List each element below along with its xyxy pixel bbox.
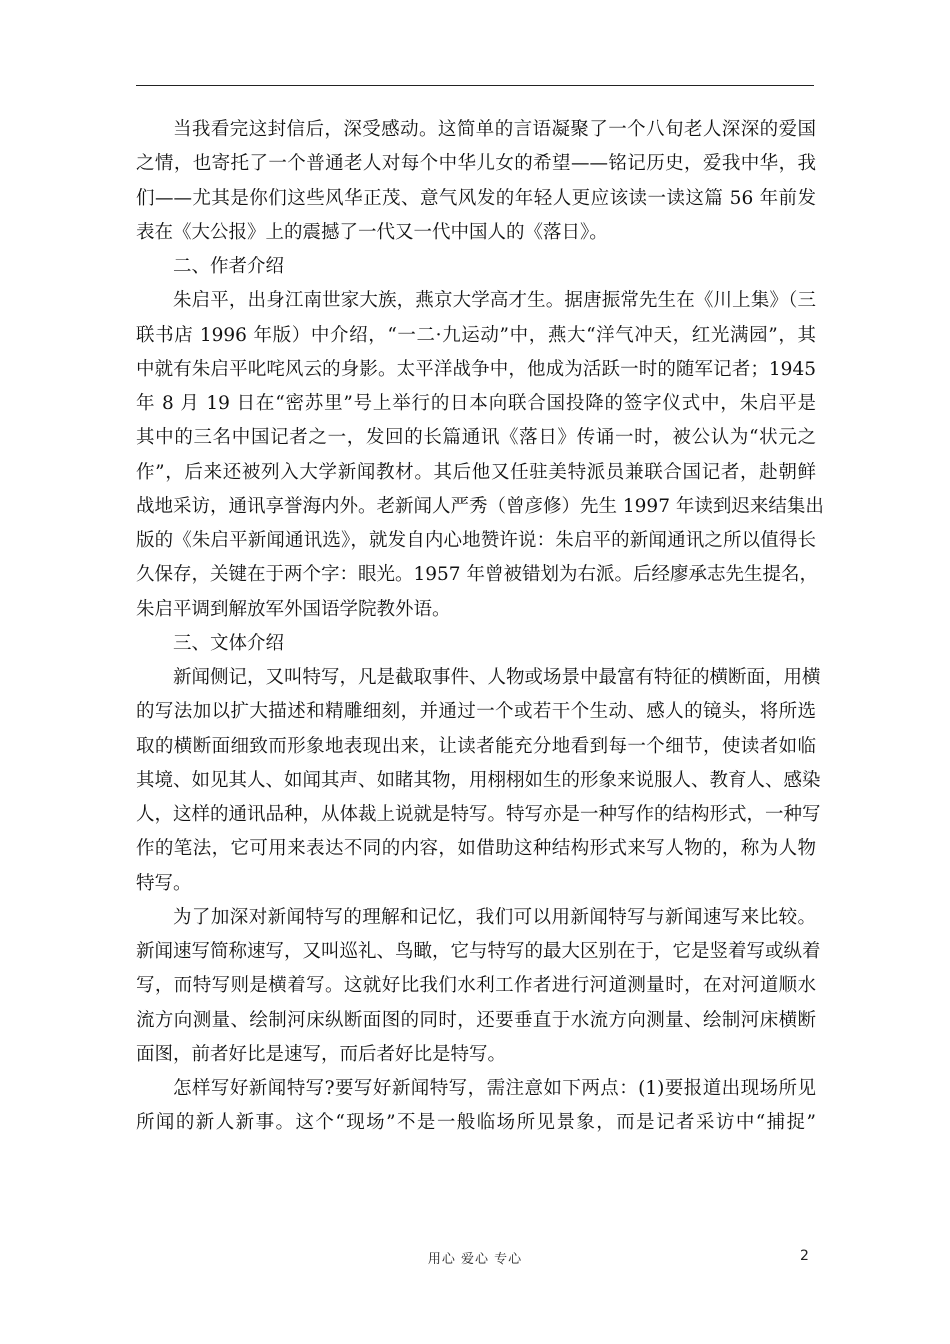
text-line: 新闻速写简称速写，又叫巡礼、鸟瞰，它与特写的最大区别在于，它是竖着写或纵着 <box>136 941 821 962</box>
text-line: 版的《朱启平新闻通讯选》，就发自内心地赞许说：朱启平的新闻通讯之所以值得长 <box>136 530 816 551</box>
text-line: 朱启平调到解放军外国语学院教外语。 <box>136 598 451 620</box>
text-line: 三、文体介绍 <box>173 632 285 654</box>
text-line: 中就有朱启平叱咤风云的身影。太平洋战争中，他成为活跃一时的随军记者；1945 <box>136 358 816 380</box>
text-line: 怎样写好新闻特写?要写好新闻特写，需注意如下两点：(1)要报道出现场所见 <box>173 1078 816 1099</box>
text-line: 年 8 月 19 日在“密苏里”号上举行的日本向联合国投降的签字仪式中，朱启平是 <box>136 393 816 414</box>
text-line: 取的横断面细致而形象地表现出来，让读者能充分地看到每一个细节，使读者如临 <box>136 735 816 757</box>
text-line: 们——尤其是你们这些风华正茂、意气风发的年轻人更应该读一读这篇 56 年前发 <box>136 187 816 209</box>
text-line: 之情，也寄托了一个普通老人对每个中华儿女的希望——铭记历史，爱我中华，我 <box>136 153 816 175</box>
text-line: 其中的三名中国记者之一，发回的长篇通讯《落日》传诵一时，被公认为“状元之 <box>136 427 816 449</box>
text-line: 面图，前者好比是速写，而后者好比是特写。 <box>136 1043 507 1065</box>
text-line: 的写法加以扩大描述和精雕细刻，并通过一个或若干个生动、感人的镜头，将所选 <box>136 701 816 723</box>
text-line: 二、作者介绍 <box>173 256 285 277</box>
text-line: 当我看完这封信后，深受感动。这简单的言语凝聚了一个八旬老人深深的爱国 <box>173 119 816 140</box>
text-line: 战地采访，通讯享誉海内外。老新闻人严秀（曾彦修）先生 1997 年读到迟来结集出 <box>136 495 824 517</box>
header-rule <box>136 85 814 86</box>
text-line: 联书店 1996 年版）中介绍，“一二·九运动”中，燕大“洋气冲天，红光满园”，其 <box>136 324 816 346</box>
page-number: 2 <box>800 1248 809 1264</box>
text-line: 人，这样的通讯品种，从体裁上说就是特写。特写亦是一种写作的结构形式，一种写 <box>136 804 821 825</box>
text-line: 其境、如见其人、如闻其声、如睹其物，用栩栩如生的形象来说服人、教育人、感染 <box>136 769 821 791</box>
text-line: 流方向测量、绘制河床纵断面图的同时，还要垂直于水流方向测量、绘制河床横断 <box>136 1009 816 1031</box>
text-line: 写，而特写则是横着写。这就好比我们水利工作者进行河道测量时，在对河道顺水 <box>136 975 816 997</box>
text-line: 作”，后来还被列入大学新闻教材。其后他又任驻美特派员兼联合国记者，赴朝鲜 <box>136 461 816 483</box>
text-line: 为了加深对新闻特写的理解和记忆，我们可以用新闻特写与新闻速写来比较。 <box>173 906 816 928</box>
footer-slogan: 用心 爱心 专心 <box>427 1252 523 1267</box>
document-body <box>136 113 824 1141</box>
text-line: 朱启平，出身江南世家大族，燕京大学高才生。据唐振常先生在《川上集》（三 <box>173 290 816 312</box>
text-line: 所闻的新人新事。这个“现场”不是一般临场所见景象，而是记者采访中“捕捉” <box>136 1112 816 1134</box>
text-line: 新闻侧记，又叫特写，凡是截取事件、人物或场景中最富有特征的横断面，用横 <box>173 667 821 688</box>
text-line: 表在《大公报》上的震撼了一代又一代中国人的《落日》。 <box>136 221 608 243</box>
text-line: 久保存，关键在于两个字：眼光。1957 年曾被错划为右派。后经廖承志先生提名， <box>136 564 818 586</box>
text-line: 作的笔法，它可用来表达不同的内容，如借助这种结构形式来写人物的，称为人物 <box>136 838 816 860</box>
text-line: 特写。 <box>136 872 192 894</box>
